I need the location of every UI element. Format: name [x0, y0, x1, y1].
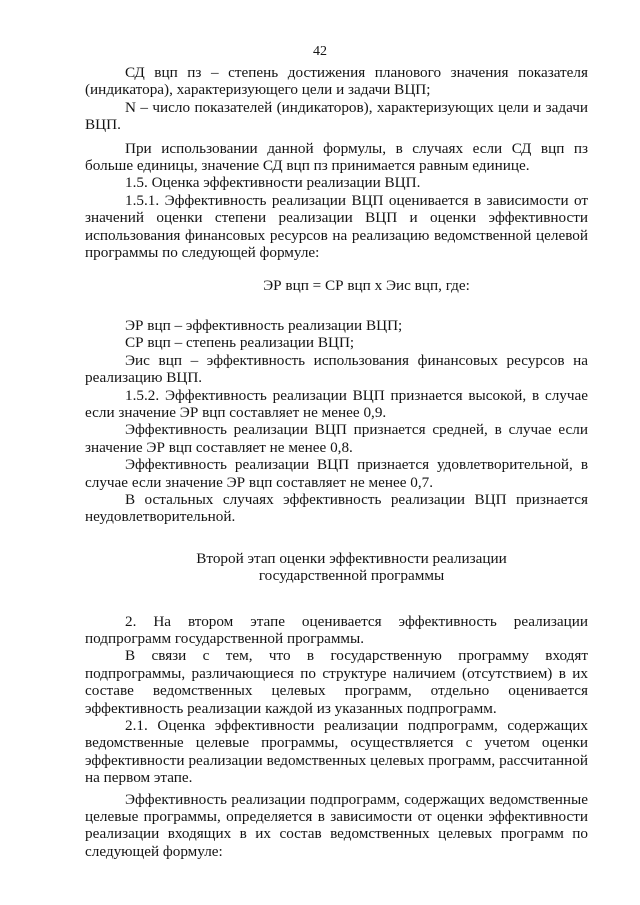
paragraph-formula-note: При использовании данной формулы, в случаях если СД вцп пз больше единицы, значение СД вцп пз принимается равным единице.	[85, 139, 588, 175]
definition-sr-vcp: СР вцп – степень реализации ВЦП;	[125, 334, 355, 352]
paragraph-satisfactory-efficiency: Эффективность реализации ВЦП признается удовлетворительной, в случае если значение ЭР вцп составляет не менее 0,7.	[85, 456, 588, 491]
paragraph-2-1: 2.1. Оценка эффективности реализации подпрограмм, содержащих ведомственные целевые программы, осуществляется с учетом оценки эффективности реализации ведомственных целевых программ, рассчитанной на первом этапе.	[85, 717, 588, 787]
paragraph-subprogram-formula-intro: Эффективность реализации подпрограмм, содержащих ведомственные целевые программы, определяется в зависимости от оценки эффективности реализации входящих в их состав ведомственных целевых программ по следующей формуле:	[85, 790, 588, 860]
paragraph-n-definition: N – число показателей (индикаторов), характеризующих цели и задачи ВЦП.	[85, 98, 588, 134]
heading-line-2: государственной программы	[258, 567, 445, 585]
section-heading-second-stage	[85, 550, 588, 585]
document-body	[85, 64, 588, 860]
paragraph-unsatisfactory-efficiency: В остальных случаях эффективность реализации ВЦП признается неудовлетворительной.	[85, 490, 588, 526]
page-number: 42	[313, 44, 327, 59]
paragraph-2: 2. На втором этапе оценивается эффективность реализации подпрограмм государственной программы.	[85, 612, 588, 647]
paragraph-sd-definition: СД вцп пз – степень достижения планового значения показателя (индикатора), характеризующего цели и задачи ВЦП;	[85, 64, 588, 99]
paragraph-1-5-1: 1.5.1. Эффективность реализации ВЦП оценивается в зависимости от значений оценки степени реализации ВЦП и оценки эффективности использования финансовых ресурсов на реализацию ведомственной целевой программы по следующей формуле:	[85, 191, 588, 262]
paragraph-medium-efficiency: Эффективность реализации ВЦП признается средней, в случае если значение ЭР вцп составляет не менее 0,8.	[85, 421, 588, 456]
paragraph-subprograms-structure: В связи с тем, что в государственную программу входят подпрограммы, различающиеся по структуре наличием (отсутствием) в их составе ведомственных целевых программ, отдельно оценивается эффективность реализации каждой из указанных подпрограмм.	[85, 647, 588, 717]
definition-er-vcp: ЭР вцп – эффективность реализации ВЦП;	[125, 316, 403, 334]
heading-line-1: Второй этап оценки эффективности реализации	[196, 549, 507, 567]
definition-eis-vcp: Эис вцп – эффективность использования финансовых ресурсов на реализацию ВЦП.	[85, 351, 588, 387]
section-heading-1-5: 1.5. Оценка эффективности реализации ВЦП.	[125, 174, 421, 192]
formula-er-vcp: ЭР вцп = СР вцп х Эис вцп, где:	[263, 277, 470, 295]
paragraph-1-5-2: 1.5.2. Эффективность реализации ВЦП признается высокой, в случае если значение ЭР вцп составляет не менее 0,9.	[85, 386, 588, 421]
